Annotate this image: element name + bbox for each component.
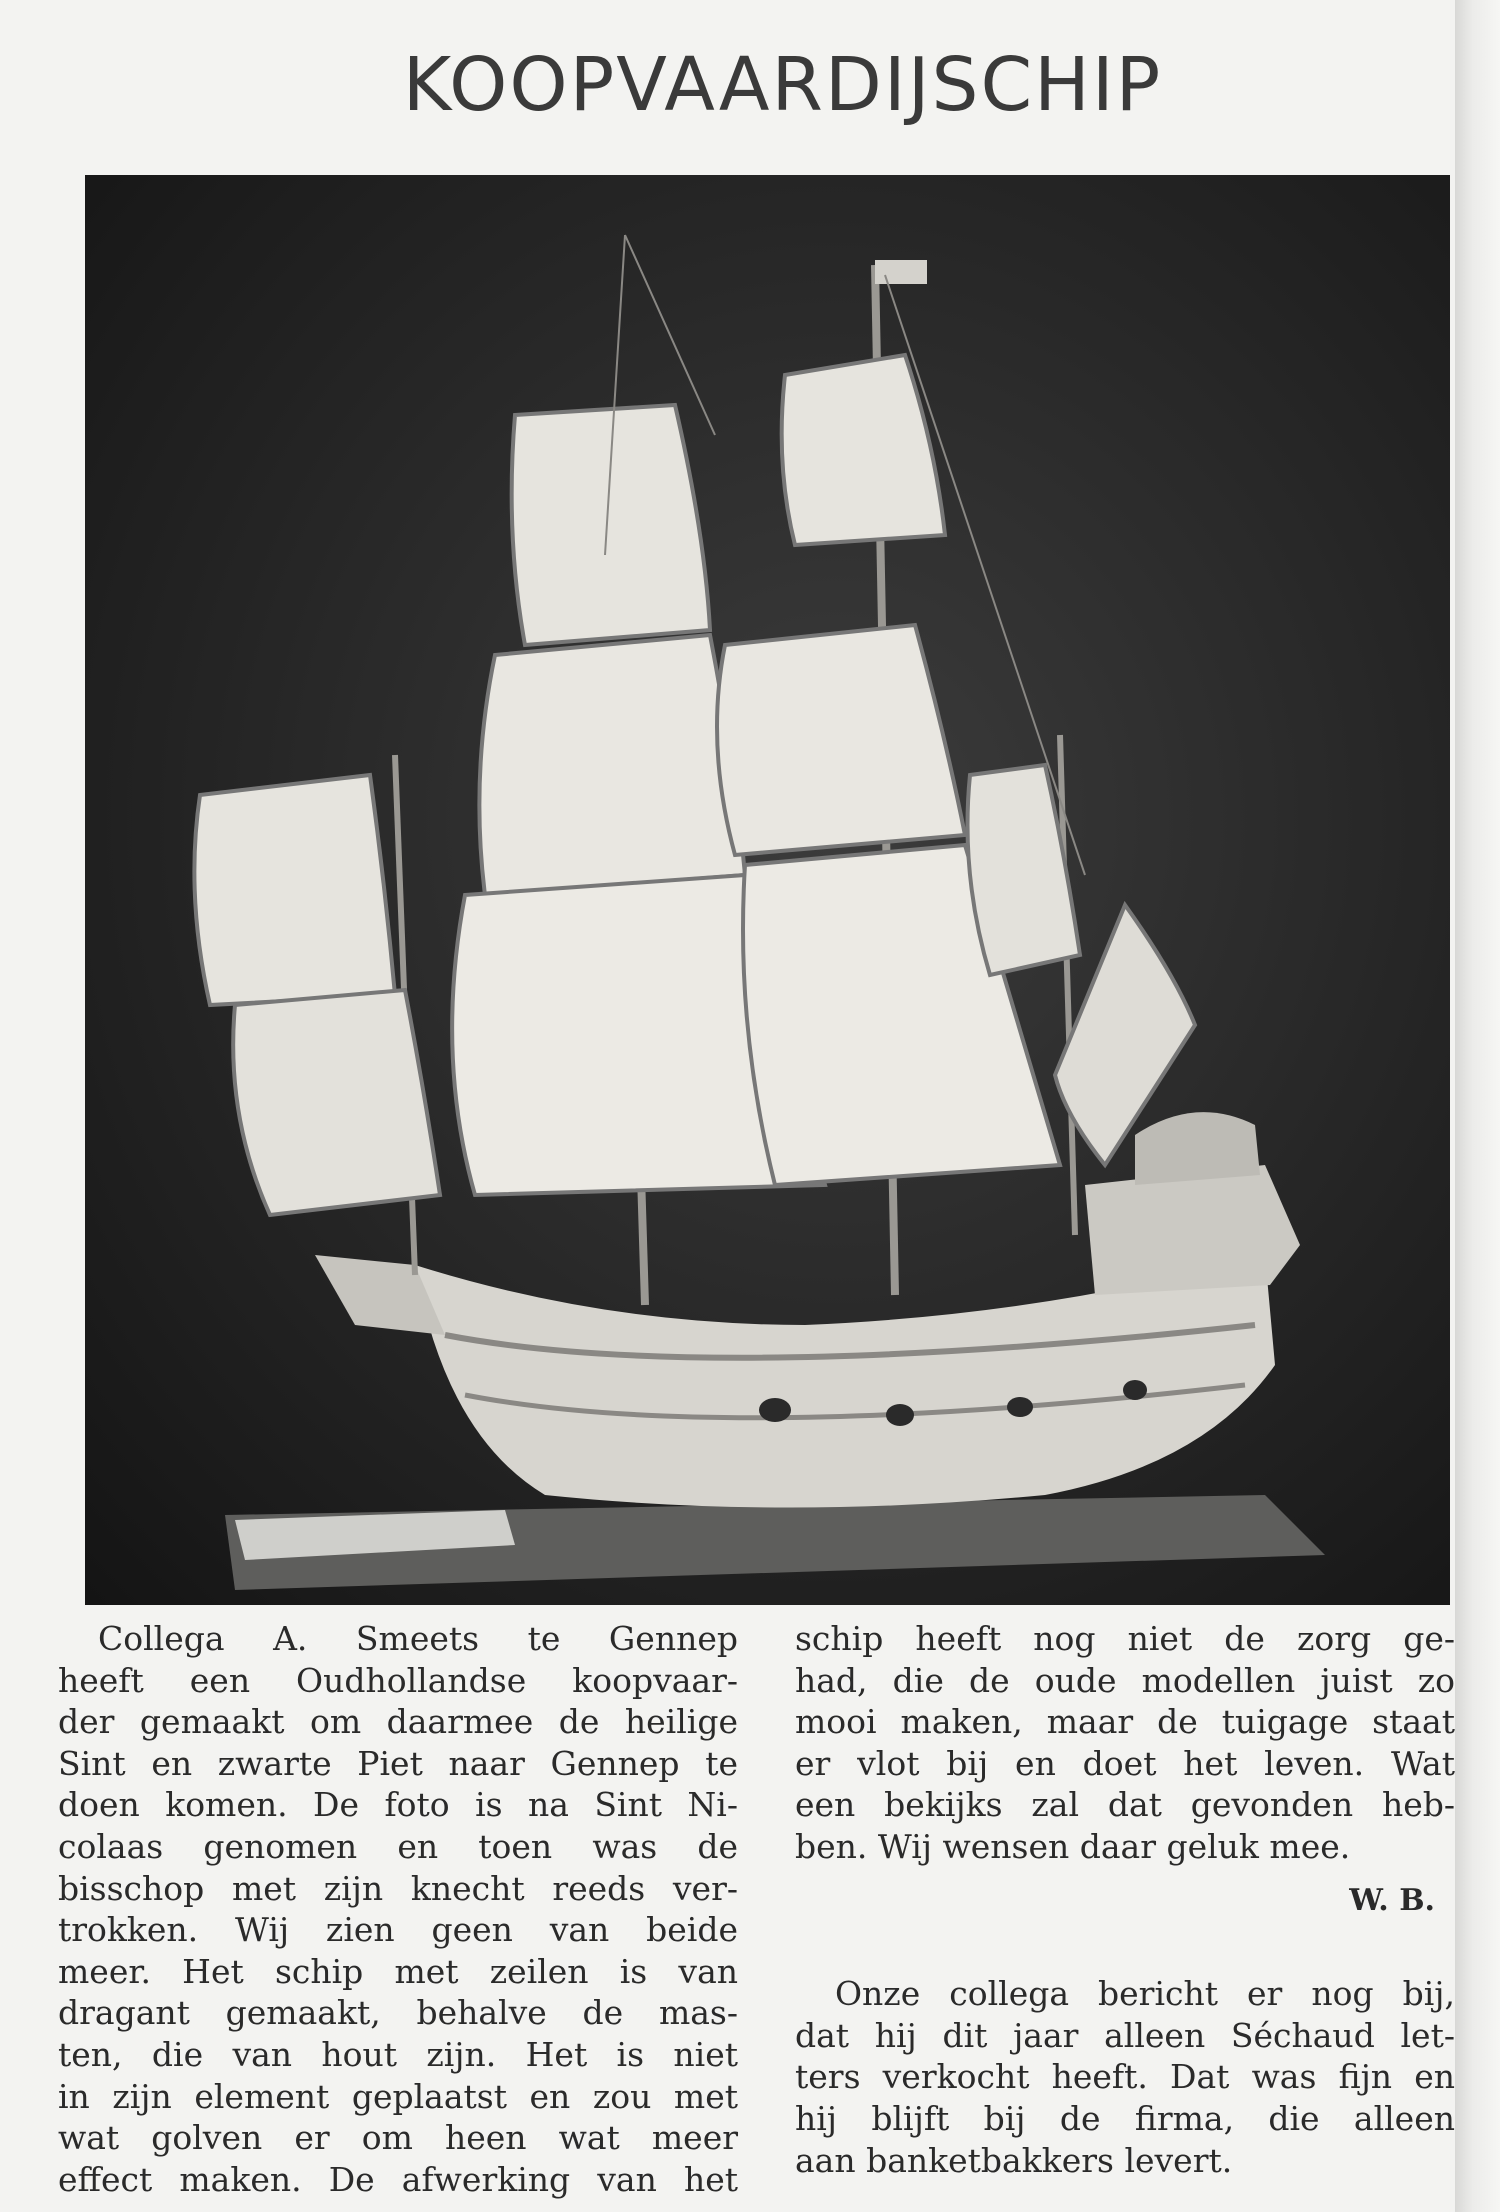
text-line: Sint en zwarte Piet naar Gennep te	[58, 1743, 738, 1783]
text-line: colaas genomen en toen was de	[58, 1826, 738, 1866]
mast-flag	[875, 260, 927, 284]
spritsail	[233, 990, 440, 1215]
fore-top-sail	[717, 625, 965, 855]
note-line: hij blijft bij de firma, die alleen	[795, 2098, 1455, 2138]
note-line: aan banketbakkers levert.	[795, 2140, 1233, 2180]
note-line: ters verkocht heeft. Dat was fijn en	[795, 2057, 1455, 2097]
text-line: ten, die van hout zijn. Het is niet	[58, 2034, 738, 2074]
text-line: wat golven er om heen wat meer	[58, 2118, 738, 2158]
text-line: trokken. Wij zien geen van beide	[58, 1910, 738, 1950]
text-line: effect maken. De afwerking van het	[58, 2159, 738, 2199]
text-line: mooi maken, maar de tuigage staat	[795, 1702, 1455, 1742]
stern-gallery	[1135, 1112, 1260, 1185]
text-line: Collega A. Smeets te Gennep	[98, 1619, 738, 1658]
page-title: KOOPVAARDIJSCHIP	[402, 42, 1163, 128]
note-line: dat hij dit jaar alleen Séchaud let-	[795, 2015, 1455, 2055]
text-line: ben. Wij wensen daar geluk mee.	[795, 1826, 1351, 1866]
spritsail-top	[194, 775, 395, 1005]
text-line: bisschop met zijn knecht reeds ver-	[58, 1868, 738, 1908]
text-line: dragant gemaakt, behalve de mas-	[58, 1993, 738, 2033]
main-topgallant-sail	[512, 405, 710, 645]
mizzen-mast	[1060, 735, 1075, 1235]
text-line: had, die de oude modellen juist zo	[795, 1660, 1455, 1700]
text-line: meer. Het schip met zeilen is van	[58, 1951, 738, 1991]
ship-hull	[415, 1255, 1275, 1508]
article-body-right-column	[795, 1618, 1455, 2181]
paragraph-gap	[795, 1921, 1455, 1973]
ship-bow	[315, 1255, 445, 1335]
author-signature: W. B.	[1349, 1882, 1435, 1918]
text-line: in zijn element geplaatst en zou met	[58, 2076, 738, 2116]
gunport	[759, 1398, 791, 1422]
ship-photo	[85, 175, 1450, 1605]
text-line: doen komen. De foto is na Sint Ni-	[58, 1785, 738, 1825]
note-line: Onze collega bericht er nog bij,	[835, 1974, 1455, 2014]
text-line: der gemaakt om daarmee de heilige	[58, 1702, 738, 1742]
ship-model-illustration	[85, 175, 1450, 1605]
page-edge	[1455, 0, 1500, 2212]
article-body-left-column	[58, 1618, 738, 2200]
text-line: er vlot bij en doet het leven. Wat	[795, 1743, 1455, 1783]
stern-castle	[1085, 1165, 1300, 1295]
text-line: een bekijks zal dat gevonden heb-	[795, 1785, 1455, 1825]
gunport	[1123, 1380, 1147, 1400]
main-top-sail	[479, 635, 745, 895]
gunport	[1007, 1397, 1033, 1417]
text-line: heeft een Oudhollandse koopvaar-	[58, 1660, 738, 1700]
gunport	[886, 1404, 914, 1426]
text-line: schip heeft nog niet de zorg ge-	[795, 1619, 1455, 1658]
